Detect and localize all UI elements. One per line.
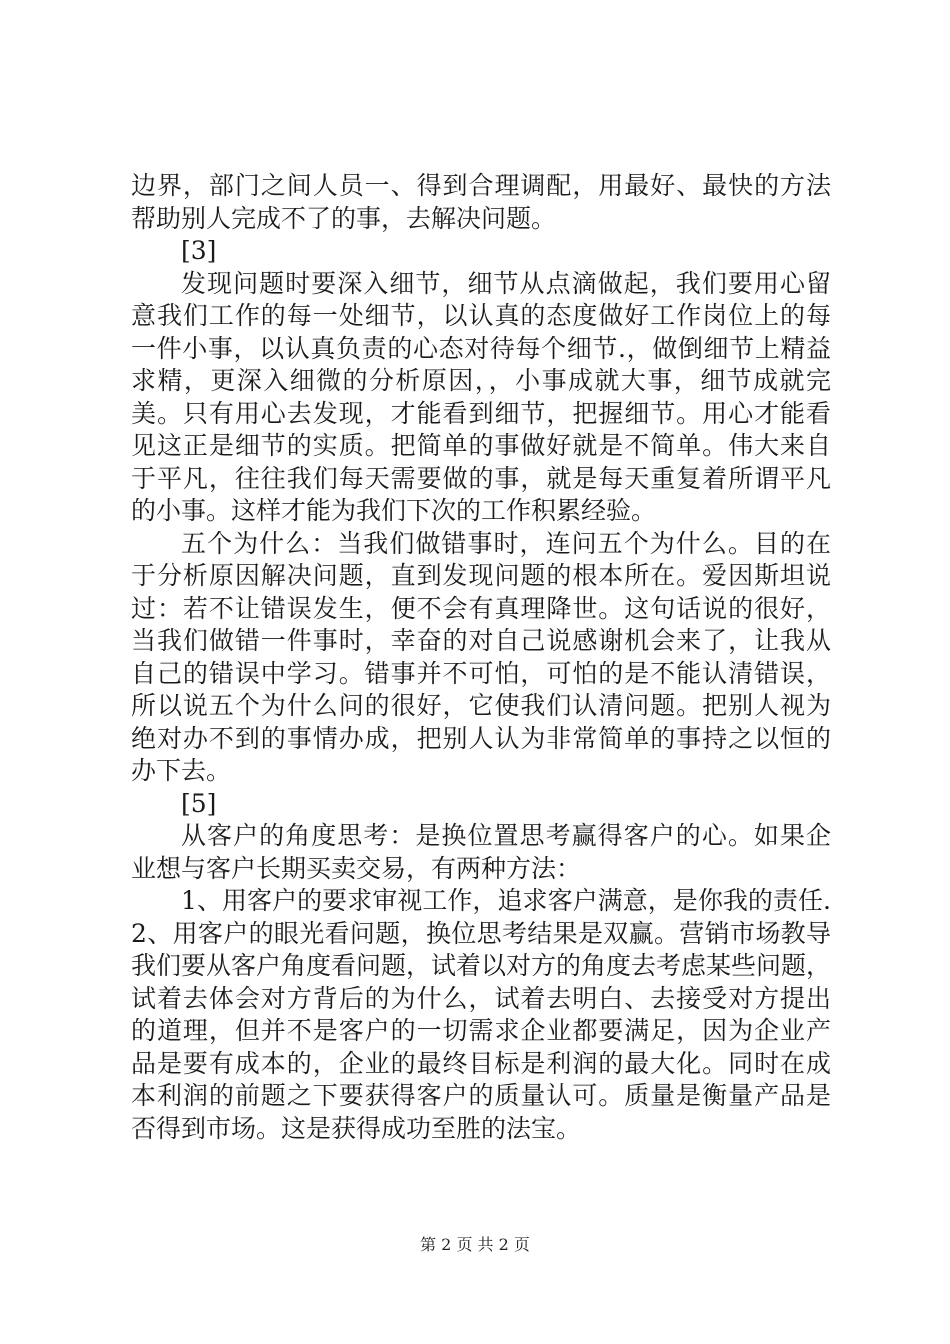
- text-line: 绝对办不到的事情办成，把别人认为非常简单的事持之以恒的: [131, 723, 831, 753]
- text-line: 见这正是细节的实质。把简单的事做好就是不简单。伟大来自: [131, 431, 831, 460]
- text-line: 于平凡，往往我们每天需要做的事，就是每天重复着所谓平凡: [131, 463, 831, 493]
- text-line: 的道理，但并不是客户的一切需求企业都要满足，因为企业产: [131, 1016, 831, 1045]
- text-line: 否得到市场。这是获得成功至胜的法宝。: [131, 1113, 582, 1143]
- text-line: 的小事。这样才能为我们下次的工作积累经验。: [131, 496, 657, 525]
- text-line: 求精，更深入细微的分析原因，，小事成就大事，细节成就完: [131, 366, 831, 395]
- text-line: 意我们工作的每一处细节，以认真的态度做好工作岗位上的每: [131, 301, 831, 330]
- text-line: 本利润的前题之下要获得客户的质量认可。质量是衡量产品是: [131, 1081, 831, 1110]
- text-line: 我们要从客户角度看问题，试着以对方的角度去考虑某些问题，: [131, 951, 831, 980]
- reference-marker: [3]: [181, 236, 217, 265]
- text-line: 发现问题时要深入细节，细节从点滴做起，我们要用心留: [181, 268, 831, 298]
- page-footer: 第 2 页 共 2 页: [420, 1235, 530, 1254]
- text-line: 于分析原因解决问题，直到发现问题的根本所在。爱因斯坦说: [131, 561, 831, 590]
- text-line: 五个为什么：当我们做错事时，连问五个为什么。目的在: [181, 528, 831, 558]
- text-line: 边界，部门之间人员一、得到合理调配，用最好、最快的方法: [131, 171, 831, 200]
- text-line: 2、用客户的眼光看问题，换位思考结果是双赢。营销市场教导: [131, 918, 831, 948]
- text-line: 自己的错误中学习。错事并不可怕，可怕的是不能认清错误，: [131, 658, 831, 688]
- reference-marker: [5]: [181, 788, 217, 818]
- text-line: 所以说五个为什么问的很好，它使我们认清问题。把别人视为: [131, 691, 831, 720]
- text-line: 业想与客户长期买卖交易，有两种方法：: [131, 853, 582, 883]
- document-body: [131, 170, 831, 1145]
- text-line: 办下去。: [131, 756, 232, 785]
- text-line: 美。只有用心去发现，才能看到细节，把握细节。用心才能看: [131, 398, 831, 428]
- text-line: 当我们做错一件事时，幸奋的对自己说感谢机会来了，让我从: [131, 626, 831, 655]
- text-line: 一件小事，以认真负责的心态对待每个细节.，做倒细节上精益: [131, 333, 831, 363]
- text-line: 1、用客户的要求审视工作，追求客户满意，是你我的责任.: [181, 886, 831, 915]
- text-line: 品是要有成本的，企业的最终目标是利润的最大化。同时在成: [131, 1048, 831, 1078]
- text-line: 过：若不让错误发生，便不会有真理降世。这句话说的很好，: [131, 593, 831, 623]
- text-line: 从客户的角度思考：是换位置思考赢得客户的心。如果企: [181, 821, 831, 850]
- text-line: 帮助别人完成不了的事，去解决问题。: [131, 203, 557, 233]
- text-line: 试着去体会对方背后的为什么，试着去明白、去接受对方提出: [131, 983, 831, 1013]
